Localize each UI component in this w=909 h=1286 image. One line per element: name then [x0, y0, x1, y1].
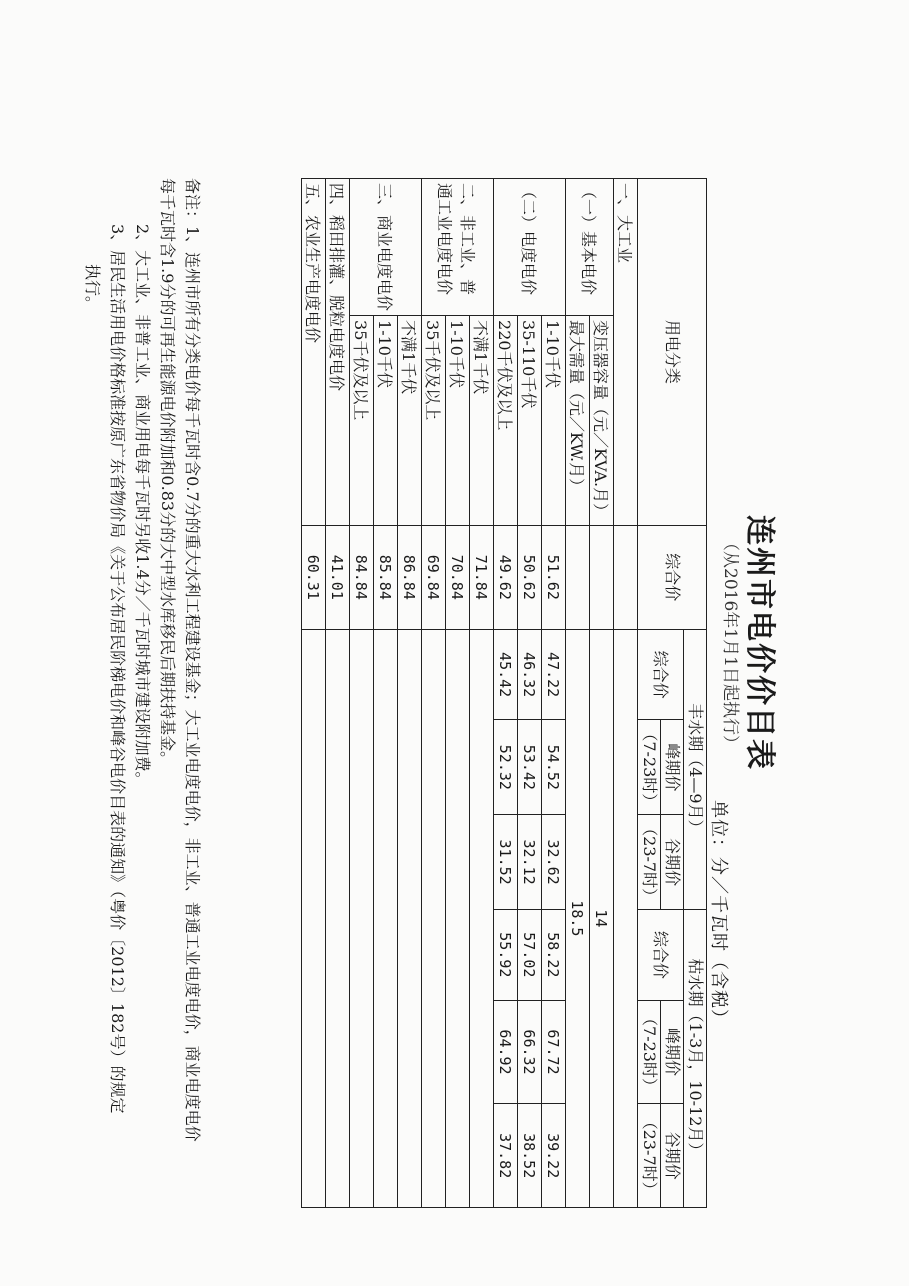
- dry-valley: 39.22: [542, 1104, 566, 1208]
- table-row: [326, 179, 350, 1208]
- composite-price: 49.62: [494, 525, 518, 629]
- row-subcategory: 35-110千伏: [518, 316, 542, 526]
- row-subcategory: 1-10千伏: [374, 316, 398, 526]
- header-row-1: [684, 179, 707, 1208]
- merged-price: 14: [590, 629, 614, 1207]
- wet-composite: 45.42: [494, 629, 518, 720]
- wet-peak: 52.32: [494, 720, 518, 815]
- note-line: 3、居民生活用电价格标准按原广东省物价局《关于公布居民阶梯电价和峰谷电价目表的通知》（粤价〔2012〕182号）的规定: [108, 224, 127, 1114]
- dry-peak: 67.72: [542, 1000, 566, 1104]
- dry-valley: 37.82: [494, 1104, 518, 1208]
- header-dry-valley: 谷期价: [661, 1104, 684, 1208]
- row-category: 五、农业生产电度电价: [302, 179, 326, 526]
- table-row: [518, 179, 542, 1208]
- dry-composite: 55.92: [494, 910, 518, 1001]
- row-subcategory: 35千伏及以上: [422, 316, 446, 526]
- table-row: [566, 179, 590, 1208]
- table-row: [590, 179, 614, 1208]
- row-subcategory: 最大需量（元／KW.月）: [566, 316, 590, 526]
- row-category: （一）基本电价: [566, 179, 614, 316]
- wet-peak: 53.42: [518, 720, 542, 815]
- merged-price: 18.5: [566, 629, 590, 1207]
- header-dry-season: 枯水期（1-3月，10-12月）: [684, 910, 707, 1208]
- composite-price: 84.84: [350, 525, 374, 629]
- table-row: [374, 179, 398, 1208]
- dry-composite: 58.22: [542, 910, 566, 1001]
- composite-price: 41.01: [326, 525, 350, 629]
- note-line: 每千瓦时含1.9分的可再生能源电价附加和0.83分的大中型水库移民后期扶持基金。: [158, 178, 177, 768]
- header-composite: 综合价: [638, 525, 707, 629]
- row-category: [422, 179, 494, 316]
- wet-composite: 47.22: [542, 629, 566, 720]
- row-category: 四、稻田排灌、脱粒电度电价: [326, 179, 350, 526]
- header-category: 用电分类: [638, 179, 707, 526]
- wet-composite: 46.32: [518, 629, 542, 720]
- table-row: [494, 179, 518, 1208]
- table-row: [350, 179, 374, 1208]
- row-subcategory: 不满1千伏: [470, 316, 494, 526]
- row-category: 一、大工业: [614, 179, 638, 526]
- document-title: 连州市电价价目表: [742, 515, 777, 771]
- dry-composite: 57.02: [518, 910, 542, 1001]
- note-line: 2、大工业、非普工业、商业用电每千瓦时另收1.4分／千瓦时城市建设附加费。: [133, 224, 152, 788]
- row-subcategory: 不满1千伏: [398, 316, 422, 526]
- table-row: [614, 179, 638, 1208]
- wet-valley: 32.62: [542, 815, 566, 910]
- dry-valley: 38.52: [518, 1104, 542, 1208]
- table-row: [470, 179, 494, 1208]
- composite-price: 51.62: [542, 525, 566, 629]
- wet-peak: 54.52: [542, 720, 566, 815]
- row-subcategory: 35千伏及以上: [350, 316, 374, 526]
- rotated-price-sheet: [35, 18, 795, 1268]
- composite-price: 50.62: [518, 525, 542, 629]
- header-wet-peak-time: （7-23时）: [638, 720, 661, 815]
- wet-valley: 32.12: [518, 815, 542, 910]
- header-dry-peak: 峰期价: [661, 1000, 684, 1104]
- row-subcategory: 220千伏及以上: [494, 316, 518, 526]
- composite-price: 71.84: [470, 525, 494, 629]
- row-category-line: 通工业电度电价: [435, 183, 455, 296]
- row-subcategory: 1-10千伏: [542, 316, 566, 526]
- header-dry-composite: 综合价: [638, 910, 684, 1001]
- dry-peak: 66.32: [518, 1000, 542, 1104]
- row-category: （二）电度电价: [494, 179, 566, 316]
- row-category-line: 二、非工业、普: [458, 183, 478, 296]
- notes-section: [80, 178, 205, 1208]
- wet-valley: 31.52: [494, 815, 518, 910]
- header-wet-peak: 峰期价: [661, 720, 684, 815]
- table-row: [398, 179, 422, 1208]
- composite-price: 86.84: [398, 525, 422, 629]
- header-wet-valley-time: （23-7时）: [638, 815, 661, 910]
- composite-price: 70.84: [446, 525, 470, 629]
- composite-price: 85.84: [374, 525, 398, 629]
- row-subcategory: 变压器容量（元／KVA.月）: [590, 316, 614, 526]
- table-row: [302, 179, 326, 1208]
- note-line: 备注：1、连州市所有分类电价每千瓦时含0.7分的重大水利工程建设基金；大工业电度电价，非工业、普通工业电度电价，商业电度电价: [183, 178, 202, 1142]
- header-wet-season: 丰水期（4—9月）: [684, 629, 707, 909]
- effective-date: （从2016年1月1日起执行）: [720, 534, 740, 752]
- note-line: 执行。: [83, 264, 102, 313]
- row-category: 三、商业电度电价: [350, 179, 422, 316]
- table-row: [446, 179, 470, 1208]
- header-dry-valley-time: （23-7时）: [638, 1104, 661, 1208]
- unit-label: 单位：分／千瓦时（含税）: [708, 800, 729, 1028]
- row-subcategory: 1-10千伏: [446, 316, 470, 526]
- table-row: [422, 179, 446, 1208]
- table-row: [542, 179, 566, 1208]
- header-wet-composite: 综合价: [638, 629, 684, 720]
- header-wet-valley: 谷期价: [661, 815, 684, 910]
- price-table: [301, 178, 707, 1208]
- header-dry-peak-time: （7-23时）: [638, 1000, 661, 1104]
- composite-price: 60.31: [302, 525, 326, 629]
- dry-peak: 64.92: [494, 1000, 518, 1104]
- composite-price: 69.84: [422, 525, 446, 629]
